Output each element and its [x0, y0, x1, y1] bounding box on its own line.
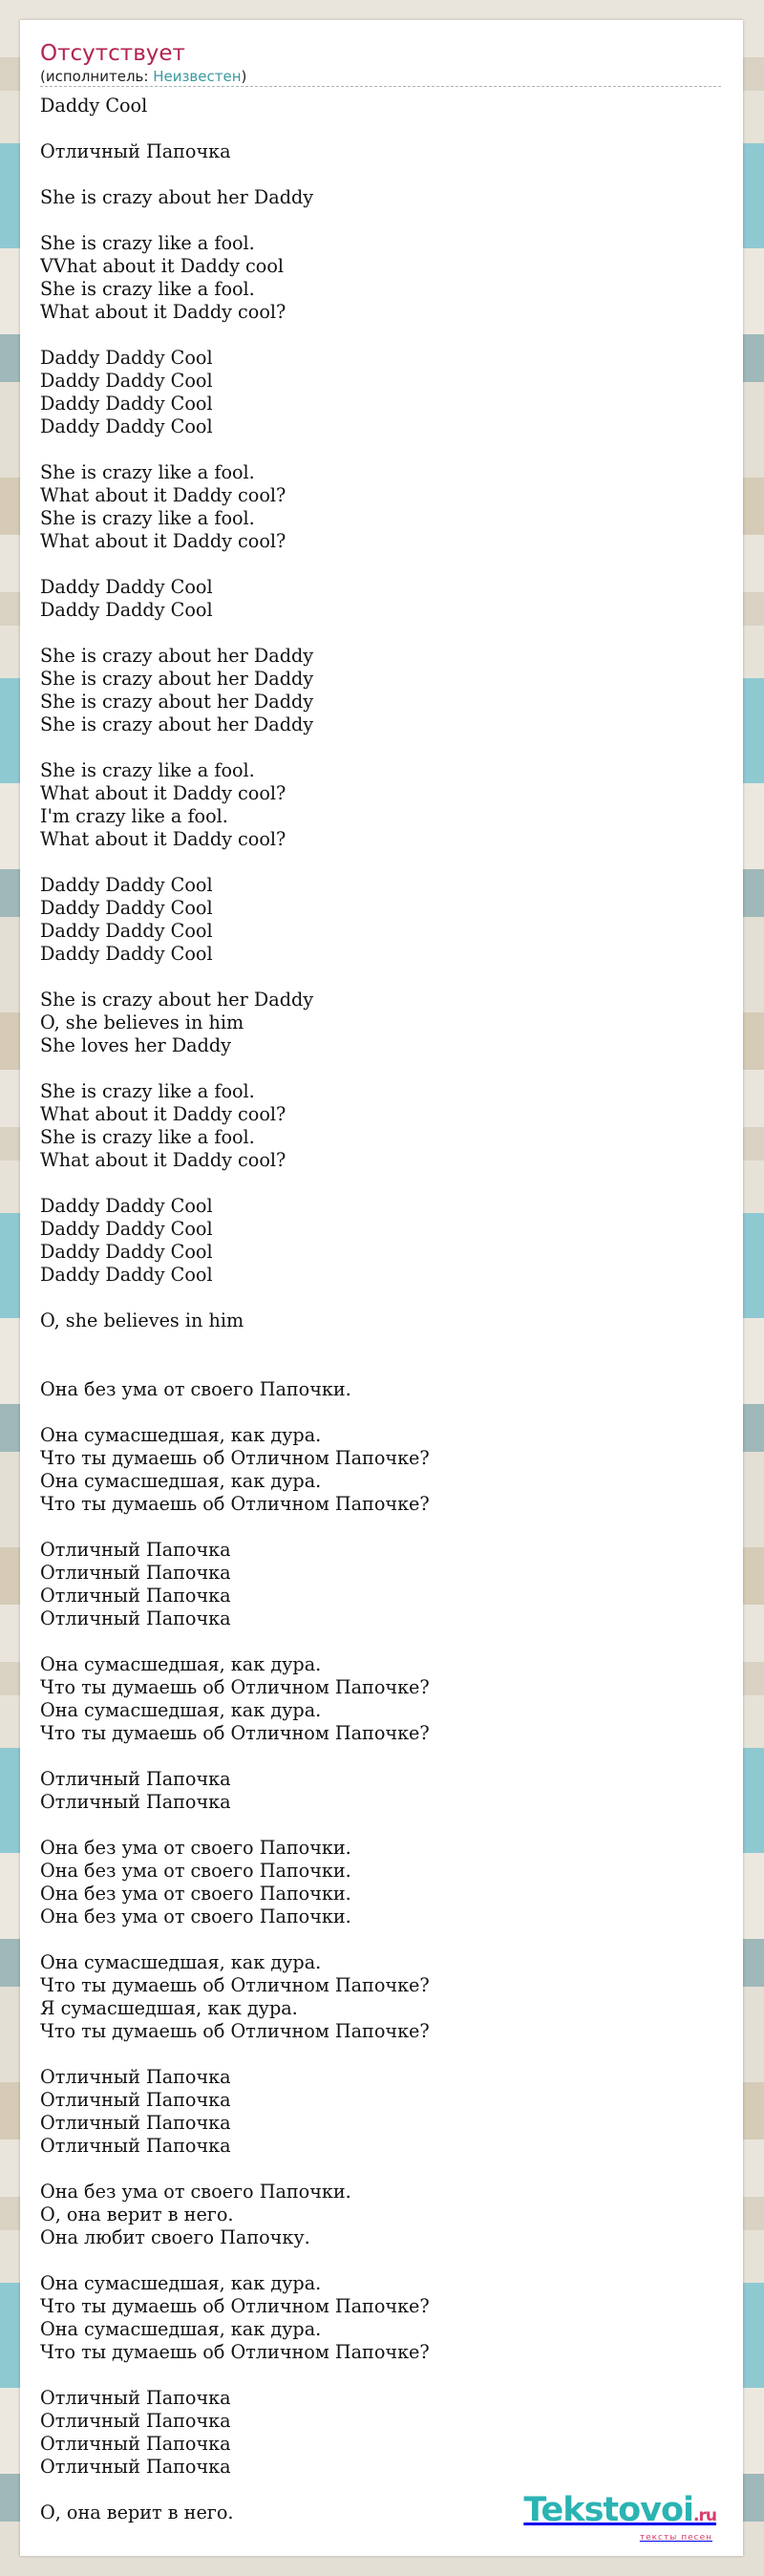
lyric-line: Отличный Папочка — [40, 2410, 231, 2432]
lyric-line: VVhat about it Daddy cool — [40, 255, 285, 277]
lyric-line: Она сумасшедшая, как дура. — [40, 1470, 322, 1492]
lyric-line: Она сумасшедшая, как дура. — [40, 1424, 322, 1446]
lyric-line: Что ты думаешь об Отличном Папочке? — [40, 1493, 430, 1515]
lyric-line — [40, 438, 723, 461]
lyric-line: She is crazy like a fool. — [40, 507, 255, 529]
lyric-line — [40, 1287, 723, 1309]
artist-line — [40, 68, 246, 85]
lyric-line: Daddy Daddy Cool — [40, 1264, 213, 1286]
lyric-line — [40, 1516, 723, 1539]
lyric-line: Отличный Папочка — [40, 2135, 231, 2157]
lyric-line — [40, 2364, 723, 2387]
lyric-line: What about it Daddy cool? — [40, 1149, 286, 1171]
lyric-line: Отличный Папочка — [40, 2433, 231, 2455]
lyric-line: Она без ума от своего Папочки. — [40, 1837, 351, 1859]
lyric-line: She is crazy about her Daddy — [40, 691, 314, 713]
lyric-line — [40, 736, 723, 759]
lyric-line: Она без ума от своего Папочки. — [40, 1905, 351, 1927]
lyric-line: Отличный Папочка — [40, 1539, 231, 1561]
lyric-line — [40, 2158, 723, 2181]
lyric-line — [40, 2249, 723, 2272]
lyric-line — [40, 1401, 723, 1424]
lyric-line: Она сумасшедшая, как дура. — [40, 1653, 322, 1675]
artist-prefix: (исполнитель: — [40, 68, 154, 85]
lyric-line — [40, 1630, 723, 1653]
lyric-line: Она любит своего Папочку. — [40, 2226, 310, 2248]
lyric-line: Daddy Daddy Cool — [40, 393, 213, 415]
logo-main-text: Tekstovoi — [523, 2491, 694, 2529]
lyric-line: Что ты думаешь об Отличном Папочке? — [40, 2020, 430, 2042]
lyric-line: O, she believes in him — [40, 1011, 244, 1033]
artist-suffix: ) — [241, 68, 247, 85]
lyric-line: Она без ума от своего Папочки. — [40, 1378, 351, 1400]
lyric-line: Что ты думаешь об Отличном Папочке? — [40, 2295, 430, 2317]
lyric-line: Она сумасшедшая, как дура. — [40, 2318, 322, 2340]
lyric-line: Она без ума от своего Папочки. — [40, 1860, 351, 1882]
lyric-line: She is crazy about her Daddy — [40, 186, 314, 208]
logo-wordmark — [523, 2493, 716, 2533]
lyric-line: Отличный Папочка — [40, 1768, 231, 1790]
lyric-line: Она сумасшедшая, как дура. — [40, 1951, 322, 1973]
lyric-line: Она без ума от своего Папочки. — [40, 2181, 351, 2203]
lyric-line — [40, 622, 723, 645]
lyric-line: What about it Daddy cool? — [40, 1103, 286, 1125]
lyric-line: What about it Daddy cool? — [40, 530, 286, 552]
lyric-line: She is crazy like a fool. — [40, 759, 255, 781]
lyric-line: Что ты думаешь об Отличном Папочке? — [40, 1447, 430, 1469]
lyric-line: She is crazy like a fool. — [40, 461, 255, 483]
lyric-line: What about it Daddy cool? — [40, 301, 286, 323]
lyric-line — [40, 966, 723, 989]
lyrics-card — [20, 20, 743, 2556]
lyric-line: Отличный Папочка — [40, 2066, 231, 2088]
lyric-line — [40, 553, 723, 576]
lyric-line: Daddy Daddy Cool — [40, 920, 213, 942]
lyric-line: She is crazy about her Daddy — [40, 989, 314, 1011]
lyric-line — [40, 1057, 723, 1080]
lyric-line — [40, 851, 723, 874]
divider — [40, 86, 721, 87]
lyric-line: Отличный Папочка — [40, 2387, 231, 2409]
lyric-line: Daddy Daddy Cool — [40, 347, 213, 369]
lyric-line: Daddy Daddy Cool — [40, 1195, 213, 1217]
page-title: Отсутствует — [40, 41, 185, 66]
logo-tld: .ru — [693, 2506, 716, 2525]
lyric-line: Она без ума от своего Папочки. — [40, 1883, 351, 1905]
lyric-line — [40, 1355, 723, 1378]
lyric-line: Отличный Папочка — [40, 1607, 231, 1629]
lyric-line: Отличный Папочка — [40, 2456, 231, 2478]
lyric-line: She is crazy like a fool. — [40, 1080, 255, 1102]
lyric-line: She is crazy like a fool. — [40, 232, 255, 254]
lyric-line: Daddy Daddy Cool — [40, 576, 213, 598]
lyric-line: Отличный Папочка — [40, 140, 231, 162]
lyric-line — [40, 1814, 723, 1837]
lyrics-text — [40, 95, 723, 2524]
lyric-line — [40, 1745, 723, 1768]
lyric-line — [40, 117, 723, 140]
lyric-line: She is crazy like a fool. — [40, 1126, 255, 1148]
lyric-line: She is crazy about her Daddy — [40, 668, 314, 690]
lyric-line: Я сумасшедшая, как дура. — [40, 1997, 298, 2019]
lyric-line: Daddy Daddy Cool — [40, 415, 213, 437]
lyric-line: О, она верит в него. — [40, 2203, 234, 2225]
lyric-line — [40, 163, 723, 186]
lyric-line — [40, 1172, 723, 1195]
lyric-line: Отличный Папочка — [40, 1791, 231, 1813]
lyric-line: Daddy Daddy Cool — [40, 599, 213, 621]
lyric-line: Daddy Daddy Cool — [40, 943, 213, 965]
lyric-line: Отличный Папочка — [40, 2089, 231, 2111]
lyric-line: She is crazy like a fool. — [40, 278, 255, 300]
lyric-line: She loves her Daddy — [40, 1034, 231, 1056]
lyric-line: Отличный Папочка — [40, 1562, 231, 1584]
lyric-line: What about it Daddy cool? — [40, 484, 286, 506]
lyric-line: Daddy Daddy Cool — [40, 1218, 213, 1240]
lyric-line — [40, 1332, 723, 1355]
lyric-line: Отличный Папочка — [40, 2112, 231, 2134]
lyric-line: O, she believes in him — [40, 1309, 244, 1331]
lyric-line: Что ты думаешь об Отличном Папочке? — [40, 1974, 430, 1996]
lyric-line: Что ты думаешь об Отличном Папочке? — [40, 1722, 430, 1744]
lyric-line: Отличный Папочка — [40, 1585, 231, 1607]
lyric-line: Daddy Daddy Cool — [40, 1241, 213, 1263]
lyric-line: Что ты думаешь об Отличном Папочке? — [40, 2341, 430, 2363]
lyric-line: Daddy Cool — [40, 95, 148, 117]
lyric-line: What about it Daddy cool? — [40, 782, 286, 804]
lyric-line: She is crazy about her Daddy — [40, 645, 314, 667]
lyric-line: Daddy Daddy Cool — [40, 370, 213, 392]
lyric-line: She is crazy about her Daddy — [40, 713, 314, 735]
lyric-line — [40, 1928, 723, 1951]
lyric-line — [40, 209, 723, 232]
site-logo[interactable] — [523, 2493, 716, 2543]
lyric-line: О, она верит в него. — [40, 2501, 234, 2523]
lyric-line: Daddy Daddy Cool — [40, 874, 213, 896]
lyric-line: Что ты думаешь об Отличном Папочке? — [40, 1676, 430, 1698]
lyric-line — [40, 2043, 723, 2066]
lyric-line: Она сумасшедшая, как дура. — [40, 2272, 322, 2294]
artist-link[interactable]: Неизвестен — [153, 68, 242, 85]
lyric-line: I'm crazy like a fool. — [40, 805, 228, 827]
lyric-line: Она сумасшедшая, как дура. — [40, 1699, 322, 1721]
logo-tagline: тексты песен — [639, 2533, 712, 2543]
lyric-line — [40, 324, 723, 347]
lyric-line: What about it Daddy cool? — [40, 828, 286, 850]
lyric-line: Daddy Daddy Cool — [40, 897, 213, 919]
